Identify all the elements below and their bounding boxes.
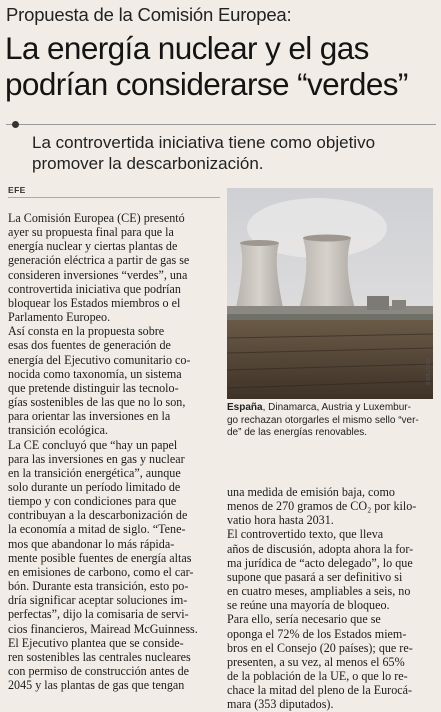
body-text-line: ayer su propuesta final para que la — [8, 225, 174, 240]
body-text-line: presenten, a su vez, al menos el 65% — [227, 654, 405, 669]
subhead-line: La controvertida iniciativa tiene como objetivo — [32, 133, 376, 152]
body-text-line: en cuatro meses, ampliables a seis, no — [227, 584, 411, 599]
body-text-line: bón. Durante esta transición, esto po- — [8, 579, 189, 594]
body-text-line: para orientar las inversiones en la — [8, 409, 171, 424]
body-text-line: La Comisión Europea (CE) presentó — [8, 211, 185, 225]
body-text-line: transición ecológica. — [8, 423, 109, 438]
body-text-line: se reúne una mayoría de bloqueo. — [227, 598, 390, 613]
source-label: EFE — [8, 185, 26, 195]
body-text-line: contribuyan a la descarbonización de — [8, 508, 188, 523]
body-text-line: ren sostenibles las centrales nucleares — [8, 649, 191, 664]
body-text-line: menos de 270 gramos de CO₂ por kilo- — [227, 499, 417, 514]
photo-caption — [227, 402, 435, 440]
body-column-right — [227, 485, 435, 712]
body-text-line: que pretende distinguir las tecnolo- — [8, 380, 179, 395]
body-text-line: perfectas”, dijo la comisaria de servi- — [8, 607, 189, 622]
headline-line: podrían considerarse “verdes” — [5, 66, 408, 102]
body-text-line: la economía a mitad de siglo. “Tene- — [8, 522, 186, 537]
body-text-line: cios financieros, Mairead McGuinness. — [8, 621, 198, 636]
body-text-line: supone que pasará a ser definitivo si — [227, 569, 403, 584]
caption-bold: España — [227, 402, 263, 413]
body-text-line: en la transición energética”, aunque — [8, 465, 181, 480]
body-text-line: chace la mitad del pleno de la Eurocá- — [227, 683, 413, 698]
body-text-line: solo durante un período limitado de — [8, 479, 181, 494]
body-text-line: La CE concluyó que “hay un papel — [8, 437, 178, 452]
nuclear-plant-photo — [227, 188, 433, 399]
caption-text: , Dinamarca, Austria y Luxembur- — [262, 402, 411, 413]
body-text-line: bloquear los Estados miembros o el — [8, 295, 181, 310]
source-divider — [8, 197, 220, 198]
body-text-line: con permiso de construcción antes de — [8, 664, 190, 678]
body-text-line: dría significar aceptar soluciones im- — [8, 593, 188, 608]
body-text-line: controvertida iniciativa que podrían — [8, 281, 181, 296]
kicker: Propuesta de la Comisión Europea: — [6, 4, 292, 25]
body-text-line: mos que abandonar lo más rápida- — [8, 536, 175, 551]
body-text-line: Para ello, sería necesario que se — [227, 612, 381, 627]
body-text-line: en emisiones de carbono, como el car- — [8, 564, 194, 579]
subhead-line: promover la descarbonización. — [32, 154, 264, 173]
body-text-line: nocida como taxonomía, un sistema — [8, 366, 182, 381]
subheadline — [32, 132, 432, 174]
body-text-line: 2045 y las plantas de gas que tengan — [8, 678, 185, 693]
body-text-line: años de discusión, adopta ahora la for- — [227, 541, 414, 556]
bullet-icon — [12, 121, 19, 128]
body-text-line: energía del Ejecutivo comunitario co- — [8, 352, 191, 367]
body-column-left — [8, 211, 222, 692]
divider — [6, 124, 436, 125]
body-text-line: El controvertido texto, que lleva — [227, 527, 384, 542]
body-text-line: Parlamento Europeo. — [8, 310, 111, 325]
photo-credit: REUTERS — [424, 358, 430, 386]
body-text-line: oponga el 72% de los Estados miem- — [227, 626, 407, 641]
body-text-line: gías sostenibles de las que no lo son, — [8, 395, 186, 410]
body-text-line: de la población de la UE, o que lo re- — [227, 669, 408, 684]
headline-line: La energía nuclear y el gas — [5, 30, 369, 66]
body-text-line: para las inversiones en gas y nuclear — [8, 451, 185, 466]
body-text-line: energía nuclear y ciertas plantas de — [8, 239, 178, 254]
body-text-line: mente posible fuentes de energía altas — [8, 550, 192, 565]
headline — [5, 30, 437, 102]
body-text-line: esas dos fuentes de generación de — [8, 338, 171, 353]
body-text-line: ma jurídica de “acto delegado”, lo que — [227, 555, 413, 570]
body-text-line: mara (353 diputados). — [227, 697, 334, 712]
body-text-line: vatio hora hasta 2031. — [227, 513, 334, 528]
body-text-line: consideren inversiones “verdes”, una — [8, 267, 188, 282]
body-text-line: generación eléctrica a partir de gas se — [8, 253, 190, 268]
body-text-line: bros en el Consejo (20 países); que re- — [227, 640, 413, 655]
body-text-line: Así consta en la propuesta sobre — [8, 324, 165, 339]
body-text-line: El Ejecutivo plantea que se conside- — [8, 635, 184, 650]
caption-text: go rechazan otorgarles el mismo sello “ver- — [227, 414, 419, 426]
body-text-line: una medida de emisión baja, como — [227, 485, 395, 499]
body-text-line: tiempo y con condiciones para que — [8, 494, 177, 509]
caption-text: de” de las energías renovables. — [227, 427, 368, 438]
